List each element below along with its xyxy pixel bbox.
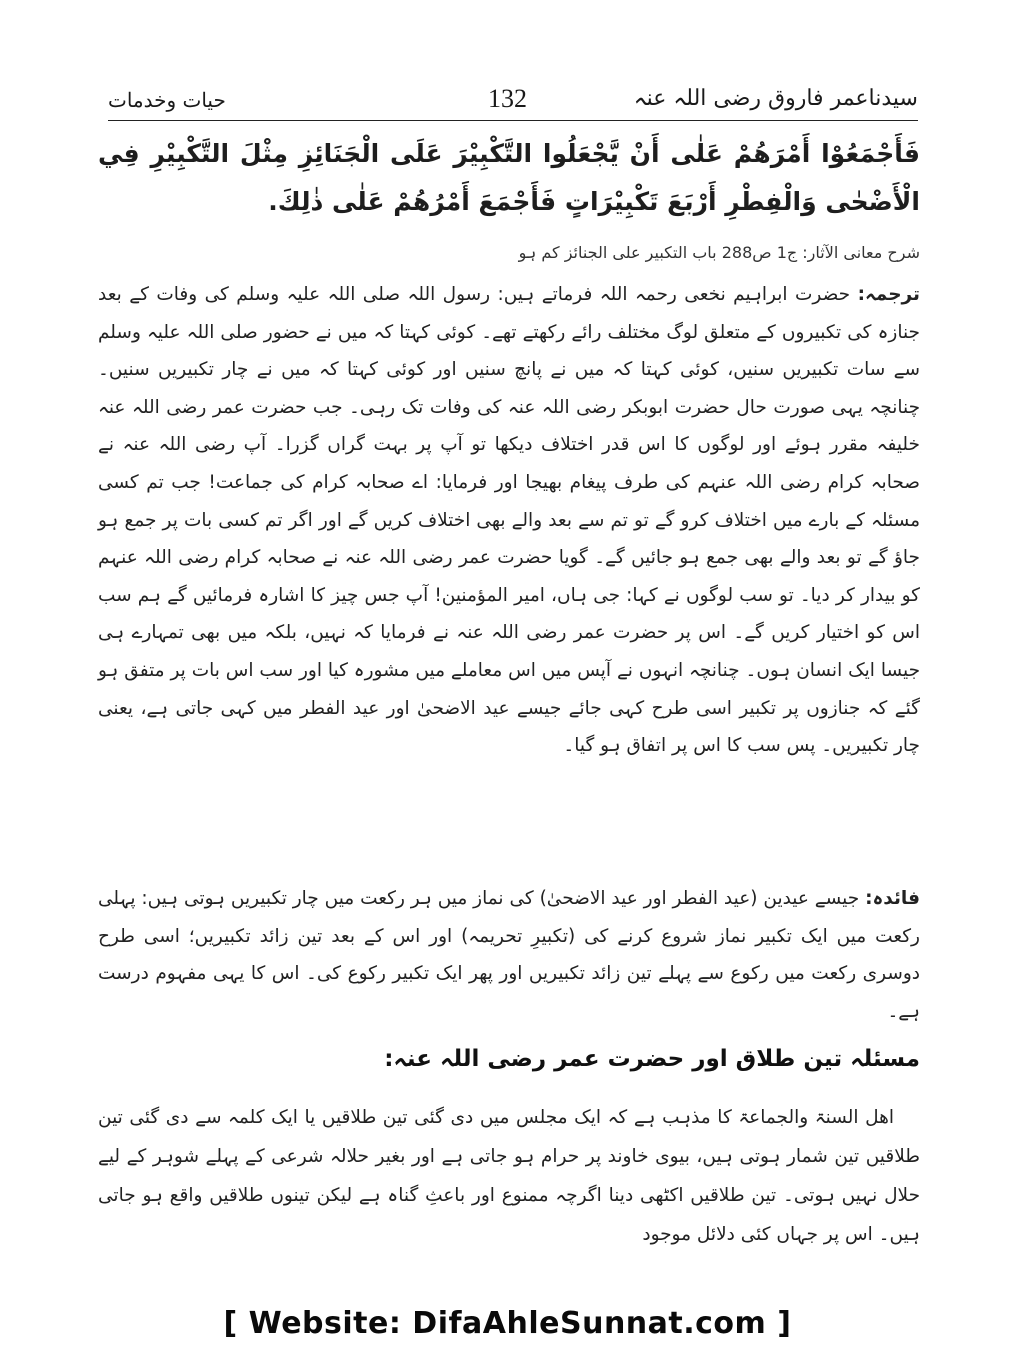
website-footer: [ Website: DifaAhleSunnat.com ]: [223, 1306, 792, 1341]
arabic-hadith-text: فَأَجْمَعُوْا أَمْرَهُمْ عَلٰى أَنْ يَّجْعَلُوا التَّكْبِيْرَ عَلَى الْجَنَائِزِ مِثْلَ التَّكْبِيْرِ فِي الْأَضْحٰى وَالْفِطْرِ أَرْبَعَ تَكْبِيْرَاتٍ فَأَجْمَعَ أَمْرُهُمْ عَلٰى ذٰلِكَ.: [98, 139, 920, 216]
benefit-paragraph: [98, 880, 920, 1030]
hadith-reference: شرح معانی الآثار: ج1 ص288 باب التکبیر علی الجنائز کم ہو: [518, 243, 920, 262]
benefit-text: جیسے عیدین (عید الفطر اور عید الاضحیٰ) کی نماز میں ہر رکعت میں چار تکبیریں ہوتی ہیں: پہلی رکعت میں ایک تکبیر نماز شروع کرنے کی (تکبیرِ تحریمہ) اور اس کے بعد تین زائد تکبیریں؛ اسی طرح دوسری رکعت میں رکوع سے پہلے تین زائد تکبیریں اور پھر ایک تکبیر رکوع کی۔ اس کا یہی مفہوم درست ہے۔: [98, 888, 920, 1022]
final-paragraph: اھل السنۃ والجماعۃ کا مذہب ہے کہ ایک مجلس میں دی گئی تین طلاقیں یا ایک کلمہ سے دی گئی تین طلاقیں تین شمار ہوتی ہیں، بیوی خاوند پر حرام ہو جاتی ہے اور بغیر حلالہ شرعی کے پہلے شوہر کے لیے حلال نہیں ہوتی۔ تین طلاقیں اکٹھی دینا اگرچہ ممنوع اور باعثِ گناہ ہے لیکن تینوں طلاقیں واقع ہو جاتی ہیں۔ اس پر جہاں کئی دلائل موجود: [98, 1107, 920, 1245]
section-heading: مسئلہ تین طلاق اور حضرت عمر رضی اللہ عنہ:: [384, 1046, 920, 1072]
book-title: سیدناعمر فاروق رضی اللہ عنہ: [633, 86, 918, 111]
translation-text: حضرت ابراہیم نخعی رحمہ اللہ فرماتے ہیں: رسول اللہ صلی اللہ علیہ وسلم کی وفات کے بعد جنازہ کی تکبیروں کے متعلق لوگ مختلف رائے رکھتے تھے۔ کوئی کہتا کہ میں نے حضور صلی اللہ علیہ وسلم سے سات تکبیریں سنیں، کوئی کہتا کہ میں نے پانچ سنیں اور کوئی کہتا کہ میں نے چار تکبیریں سنیں۔ چنانچہ یہی صورت حال حضرت ابوبکر رضی اللہ عنہ کی وفات تک رہی۔ جب حضرت عمر رضی اللہ عنہ خلیفہ مقرر ہوئے اور لوگوں کا اس قدر اختلاف دیکھا تو آپ پر بہت گراں گزرا۔ آپ رضی اللہ عنہ نے صحابہ کرام رضی اللہ عنہم کی طرف پیغام بھیجا اور فرمایا: اے صحابہ کرام کی جماعت! جب تم کسی مسئلہ کے بارے میں اختلاف کرو گے تو تم سے بعد والے بھی اختلاف کریں گے اور اگر تم کسی بات پر جمع ہو جاؤ گے تو بعد والے بھی جمع ہو جائیں گے۔ گویا حضرت عمر رضی اللہ عنہ نے صحابہ کرام رضی اللہ عنہم کو بیدار کر دیا۔ تو سب لوگوں نے کہا: جی ہاں، امیر المؤمنین! آپ جس چیز کا اشارہ فرمائیں گے ہم سب اس کو اختیار کریں گے۔ اس پر حضرت عمر رضی اللہ عنہ نے فرمایا کہ نہیں، بلکہ میں بھی تمہارے ہی جیسا ایک انسان ہوں۔ چنانچہ انہوں نے آپس میں اس معاملے میں مشورہ کیا اور سب اس بات پر متفق ہو گئے کہ جنازوں پر تکبیر اسی طرح کہی جائے جیسے عید الاضحیٰ اور عید الفطر میں کہی جاتی ہے، یعنی چار تکبیریں۔ پس سب کا اس پر اتفاق ہو گیا۔: [98, 284, 920, 757]
page-number: 132: [488, 84, 527, 113]
page-header: [108, 84, 918, 121]
benefit-label: فائدہ:: [865, 888, 920, 909]
translation-paragraph: [98, 276, 920, 765]
translation-label: ترجمہ:: [857, 284, 920, 305]
book-subtitle: حیات وخدمات: [108, 88, 226, 112]
